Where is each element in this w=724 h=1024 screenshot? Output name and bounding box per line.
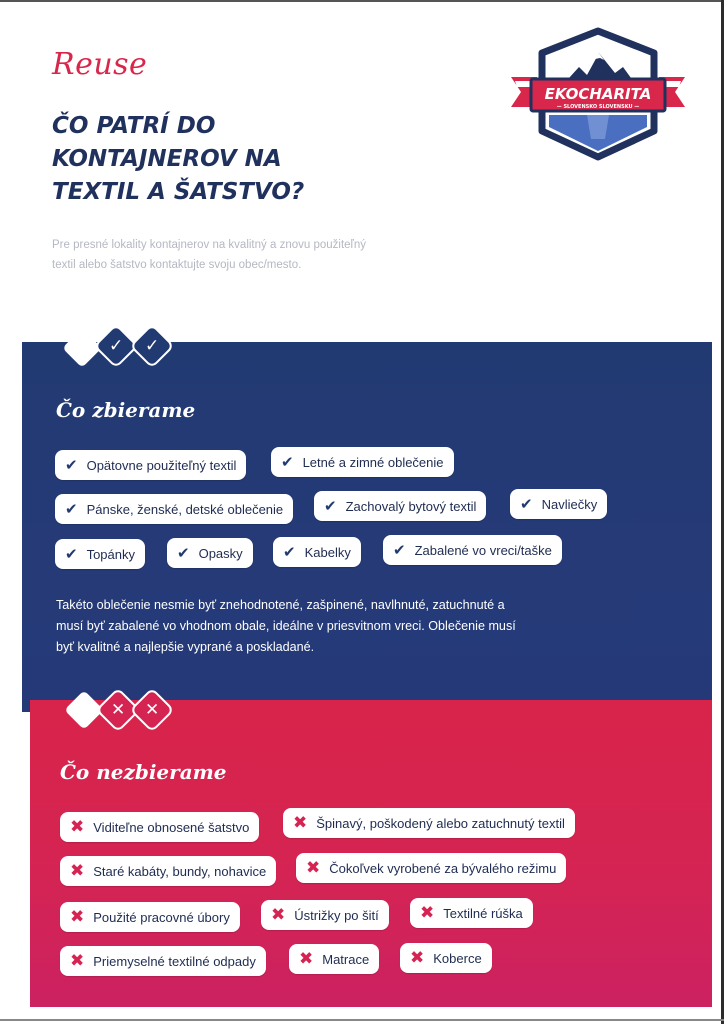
x-icon: ✖	[271, 905, 286, 925]
headline-line-2: KONTAJNEROV NA	[52, 146, 282, 172]
reject-item-label: Použité pracovné úbory	[93, 909, 230, 925]
intro-text	[52, 235, 432, 275]
check-icon: ✓	[129, 323, 174, 368]
check-icon: ✔	[281, 453, 294, 471]
check-icon: ✔	[393, 541, 406, 559]
reject-item-label: Ústrižky po šití	[294, 907, 379, 923]
logo-subtitle: — SLOVENSKO SLOVENSKU —	[556, 104, 640, 110]
reject-item	[400, 943, 492, 973]
collect-item	[55, 494, 293, 524]
collect-item	[510, 489, 607, 519]
note-line-1: Takéto oblečenie nesmie byť znehodnotené, zašpinené, navlhnuté, zatuchnuté a	[56, 598, 505, 612]
reject-item	[60, 856, 276, 886]
intro-line-1: Pre presné lokality kontajnerov na kvalitný a znovu použiteľný	[52, 239, 367, 251]
reject-badge	[62, 682, 182, 742]
reject-item	[289, 944, 379, 974]
collect-item-label: Pánske, ženské, detské oblečenie	[86, 501, 284, 517]
x-icon: ✕	[95, 687, 140, 732]
x-icon: ✖	[299, 949, 314, 969]
check-icon: ✓	[93, 323, 138, 368]
check-icon: ✔	[65, 500, 78, 518]
check-icon: ✔	[177, 544, 190, 562]
collect-item-label: Opasky	[198, 545, 243, 561]
collect-item	[55, 539, 145, 569]
reject-item-label: Čokoľvek vyrobené za bývalého režimu	[329, 860, 557, 876]
reject-item-label: Matrace	[322, 951, 370, 967]
collect-item	[314, 491, 486, 521]
note-line-3: byť kvalitné a najlepšie vyprané a poskladané.	[56, 640, 315, 654]
x-icon: ✖	[70, 817, 85, 837]
script-title: Reuse	[52, 47, 148, 82]
collect-item-label: Opätovne použiteľný textil	[86, 457, 237, 473]
page-edge-bottom	[0, 1019, 724, 1021]
reject-item-label: Koberce	[433, 950, 482, 966]
check-icon: ✔	[283, 543, 296, 561]
check-icon: ✔	[65, 545, 78, 563]
check-icon: ✔	[324, 497, 337, 515]
reject-item	[410, 898, 533, 928]
collect-title: Čo zbierame	[56, 398, 196, 422]
reject-item-label: Textilné rúška	[443, 905, 523, 921]
collect-item-label: Kabelky	[304, 544, 351, 560]
reject-item	[261, 900, 389, 930]
x-icon: ✖	[70, 951, 85, 971]
x-icon: ✖	[410, 948, 425, 968]
intro-line-2: textil alebo šatstvo kontaktujte svoju obec/mesto.	[52, 259, 302, 271]
page-edge-top	[0, 0, 724, 2]
x-icon: ✖	[70, 907, 85, 927]
reject-item	[283, 808, 575, 838]
headline-line-3: TEXTIL A ŠATSTVO?	[52, 179, 305, 205]
x-icon: ✕	[129, 687, 174, 732]
page-headline	[52, 110, 382, 209]
x-icon: ✖	[293, 813, 308, 833]
reject-title: Čo nezbierame	[60, 760, 227, 784]
ekocharita-logo	[507, 27, 689, 163]
collect-item	[167, 538, 253, 568]
reject-item	[60, 946, 266, 976]
collect-item	[271, 447, 454, 477]
collect-item-label: Navliečky	[541, 496, 598, 512]
x-icon: ✖	[70, 861, 85, 881]
collect-item-label: Letné a zimné oblečenie	[302, 454, 444, 470]
check-icon: ✔	[65, 456, 78, 474]
headline-line-1: ČO PATRÍ DO	[52, 113, 216, 139]
collect-badge	[60, 320, 180, 380]
x-icon: ✖	[306, 858, 321, 878]
note-line-2: musí byť zabalené vo vhodnom obale, ideálne v priesvitnom vreci. Oblečenie musí	[56, 619, 516, 633]
reject-item-label: Špinavý, poškodený alebo zatuchnutý textil	[316, 815, 565, 831]
collect-item	[383, 535, 562, 565]
collect-item-label: Zachovalý bytový textil	[345, 498, 477, 514]
collect-note	[56, 595, 556, 658]
reject-item-label: Staré kabáty, bundy, nohavice	[93, 863, 267, 879]
check-icon: ✔	[520, 495, 533, 513]
reject-item	[296, 853, 566, 883]
logo-name: EKOCHARITA	[544, 85, 652, 103]
collect-item	[55, 450, 246, 480]
reject-item-label: Priemyselné textilné odpady	[93, 953, 256, 969]
reject-item	[60, 902, 240, 932]
collect-item-label: Zabalené vo vreci/taške	[414, 542, 552, 558]
reject-item	[60, 812, 259, 842]
reject-item-label: Viditeľne obnosené šatstvo	[93, 819, 250, 835]
collect-item	[273, 537, 361, 567]
collect-item-label: Topánky	[86, 546, 135, 562]
x-icon: ✖	[420, 903, 435, 923]
